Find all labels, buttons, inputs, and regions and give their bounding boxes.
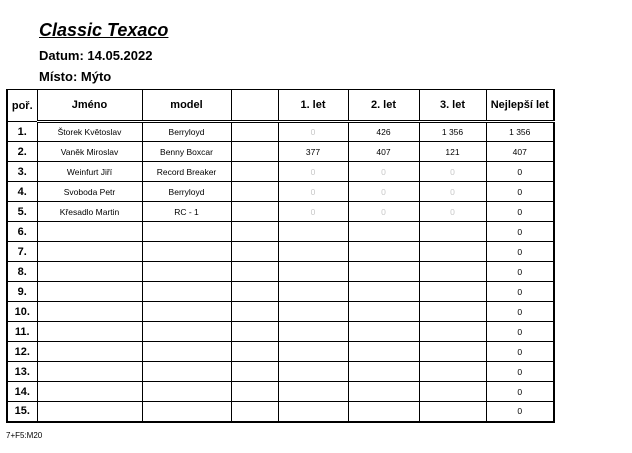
cell-empty bbox=[231, 262, 278, 282]
document-title: Classic Texaco bbox=[39, 20, 169, 40]
cell-poradi: 13. bbox=[7, 362, 37, 382]
cell-let2 bbox=[348, 242, 419, 262]
cell-model bbox=[142, 382, 231, 402]
header-model: model bbox=[142, 90, 231, 122]
cell-best: 0 bbox=[486, 262, 554, 282]
cell-best: 0 bbox=[486, 382, 554, 402]
cell-poradi: 12. bbox=[7, 342, 37, 362]
cell-model bbox=[142, 242, 231, 262]
cell-let2: 0 bbox=[348, 162, 419, 182]
cell-jmeno bbox=[37, 322, 142, 342]
cell-best: 0 bbox=[486, 182, 554, 202]
header-best: Nejlepší let bbox=[486, 90, 554, 122]
table-row bbox=[7, 202, 554, 222]
cell-let3 bbox=[419, 382, 486, 402]
cell-jmeno bbox=[37, 402, 142, 422]
cell-let3: 0 bbox=[419, 162, 486, 182]
cell-let1 bbox=[278, 262, 348, 282]
cell-best: 0 bbox=[486, 302, 554, 322]
cell-model bbox=[142, 402, 231, 422]
cell-empty bbox=[231, 242, 278, 262]
table-row bbox=[7, 182, 554, 202]
cell-model bbox=[142, 262, 231, 282]
cell-let2 bbox=[348, 402, 419, 422]
cell-model: RC - 1 bbox=[142, 202, 231, 222]
cell-let2: 407 bbox=[348, 142, 419, 162]
cell-let3 bbox=[419, 362, 486, 382]
cell-let1: 0 bbox=[278, 162, 348, 182]
cell-model bbox=[142, 302, 231, 322]
header-poradi: poř. bbox=[7, 90, 37, 122]
cell-jmeno bbox=[37, 262, 142, 282]
cell-jmeno bbox=[37, 362, 142, 382]
cell-poradi: 4. bbox=[7, 182, 37, 202]
cell-let1 bbox=[278, 242, 348, 262]
cell-empty bbox=[231, 222, 278, 242]
cell-let3: 0 bbox=[419, 182, 486, 202]
cell-best: 0 bbox=[486, 282, 554, 302]
cell-let1: 0 bbox=[278, 182, 348, 202]
cell-poradi: 14. bbox=[7, 382, 37, 402]
cell-model bbox=[142, 222, 231, 242]
cell-let3: 121 bbox=[419, 142, 486, 162]
cell-empty bbox=[231, 302, 278, 322]
results-table bbox=[6, 89, 555, 423]
cell-poradi: 1. bbox=[7, 122, 37, 142]
cell-poradi: 11. bbox=[7, 322, 37, 342]
table-row bbox=[7, 342, 554, 362]
cell-let3 bbox=[419, 242, 486, 262]
cell-model: Benny Boxcar bbox=[142, 142, 231, 162]
date-line: Datum: 14.05.2022 bbox=[39, 48, 153, 63]
cell-let3 bbox=[419, 222, 486, 242]
cell-empty bbox=[231, 402, 278, 422]
table-row bbox=[7, 222, 554, 242]
cell-jmeno bbox=[37, 382, 142, 402]
cell-model bbox=[142, 322, 231, 342]
cell-jmeno bbox=[37, 302, 142, 322]
cell-empty bbox=[231, 162, 278, 182]
cell-let2 bbox=[348, 362, 419, 382]
cell-poradi: 6. bbox=[7, 222, 37, 242]
cell-let2 bbox=[348, 302, 419, 322]
cell-let1 bbox=[278, 222, 348, 242]
cell-let3 bbox=[419, 342, 486, 362]
cell-jmeno bbox=[37, 282, 142, 302]
cell-empty bbox=[231, 182, 278, 202]
cell-poradi: 2. bbox=[7, 142, 37, 162]
table-row bbox=[7, 142, 554, 162]
cell-let3 bbox=[419, 402, 486, 422]
cell-jmeno: Svoboda Petr bbox=[37, 182, 142, 202]
table-row bbox=[7, 242, 554, 262]
header-let-1: 1. let bbox=[278, 90, 348, 122]
cell-best: 1 356 bbox=[486, 122, 554, 142]
cell-poradi: 9. bbox=[7, 282, 37, 302]
cell-let2 bbox=[348, 282, 419, 302]
cell-poradi: 15. bbox=[7, 402, 37, 422]
table-row bbox=[7, 262, 554, 282]
cell-empty bbox=[231, 322, 278, 342]
table-row bbox=[7, 122, 554, 142]
cell-best: 0 bbox=[486, 342, 554, 362]
cell-let2 bbox=[348, 222, 419, 242]
cell-jmeno bbox=[37, 222, 142, 242]
cell-let2 bbox=[348, 342, 419, 362]
cell-poradi: 10. bbox=[7, 302, 37, 322]
cell-let3 bbox=[419, 302, 486, 322]
cell-let3: 0 bbox=[419, 202, 486, 222]
table-row bbox=[7, 302, 554, 322]
cell-let1 bbox=[278, 362, 348, 382]
cell-let1: 377 bbox=[278, 142, 348, 162]
cell-let1: 0 bbox=[278, 202, 348, 222]
table-row bbox=[7, 282, 554, 302]
cell-let1 bbox=[278, 342, 348, 362]
cell-empty bbox=[231, 122, 278, 142]
table-row bbox=[7, 322, 554, 342]
cell-model bbox=[142, 362, 231, 382]
cell-model: Record Breaker bbox=[142, 162, 231, 182]
cell-let1: 0 bbox=[278, 122, 348, 142]
cell-jmeno bbox=[37, 342, 142, 362]
header-let-3: 3. let bbox=[419, 90, 486, 122]
cell-best: 0 bbox=[486, 222, 554, 242]
cell-let3 bbox=[419, 322, 486, 342]
cell-poradi: 8. bbox=[7, 262, 37, 282]
cell-let2 bbox=[348, 262, 419, 282]
table-row bbox=[7, 162, 554, 182]
cell-jmeno: Křesadlo Martin bbox=[37, 202, 142, 222]
cell-let2 bbox=[348, 382, 419, 402]
cell-let3: 1 356 bbox=[419, 122, 486, 142]
cell-let3 bbox=[419, 262, 486, 282]
cell-empty bbox=[231, 342, 278, 362]
cell-jmeno: Vaněk Miroslav bbox=[37, 142, 142, 162]
cell-let1 bbox=[278, 402, 348, 422]
cell-model bbox=[142, 282, 231, 302]
table-row bbox=[7, 382, 554, 402]
cell-poradi: 7. bbox=[7, 242, 37, 262]
cell-jmeno bbox=[37, 242, 142, 262]
cell-best: 0 bbox=[486, 362, 554, 382]
table-row bbox=[7, 362, 554, 382]
cell-model: Berryloyd bbox=[142, 122, 231, 142]
place-line: Místo: Mýto bbox=[39, 69, 112, 84]
header-jmeno: Jméno bbox=[37, 90, 142, 122]
cell-let3 bbox=[419, 282, 486, 302]
cell-empty bbox=[231, 362, 278, 382]
cell-let2: 426 bbox=[348, 122, 419, 142]
cell-let2: 0 bbox=[348, 182, 419, 202]
cell-model bbox=[142, 342, 231, 362]
footer-note: 7+F5:M20 bbox=[6, 431, 43, 440]
table-row bbox=[7, 402, 554, 422]
cell-empty bbox=[231, 142, 278, 162]
cell-best: 0 bbox=[486, 322, 554, 342]
cell-model: Berryloyd bbox=[142, 182, 231, 202]
cell-best: 0 bbox=[486, 402, 554, 422]
cell-let1 bbox=[278, 322, 348, 342]
header-empty bbox=[231, 90, 278, 122]
header-row bbox=[7, 90, 554, 122]
cell-let1 bbox=[278, 382, 348, 402]
cell-best: 0 bbox=[486, 162, 554, 182]
cell-empty bbox=[231, 382, 278, 402]
cell-let1 bbox=[278, 302, 348, 322]
cell-let2 bbox=[348, 322, 419, 342]
cell-best: 0 bbox=[486, 242, 554, 262]
cell-poradi: 5. bbox=[7, 202, 37, 222]
cell-best: 0 bbox=[486, 202, 554, 222]
header-let-2: 2. let bbox=[348, 90, 419, 122]
cell-poradi: 3. bbox=[7, 162, 37, 182]
cell-empty bbox=[231, 282, 278, 302]
cell-let2: 0 bbox=[348, 202, 419, 222]
cell-best: 407 bbox=[486, 142, 554, 162]
cell-jmeno: Štorek Květoslav bbox=[37, 122, 142, 142]
cell-empty bbox=[231, 202, 278, 222]
cell-let1 bbox=[278, 282, 348, 302]
cell-jmeno: Weinfurt Jiří bbox=[37, 162, 142, 182]
